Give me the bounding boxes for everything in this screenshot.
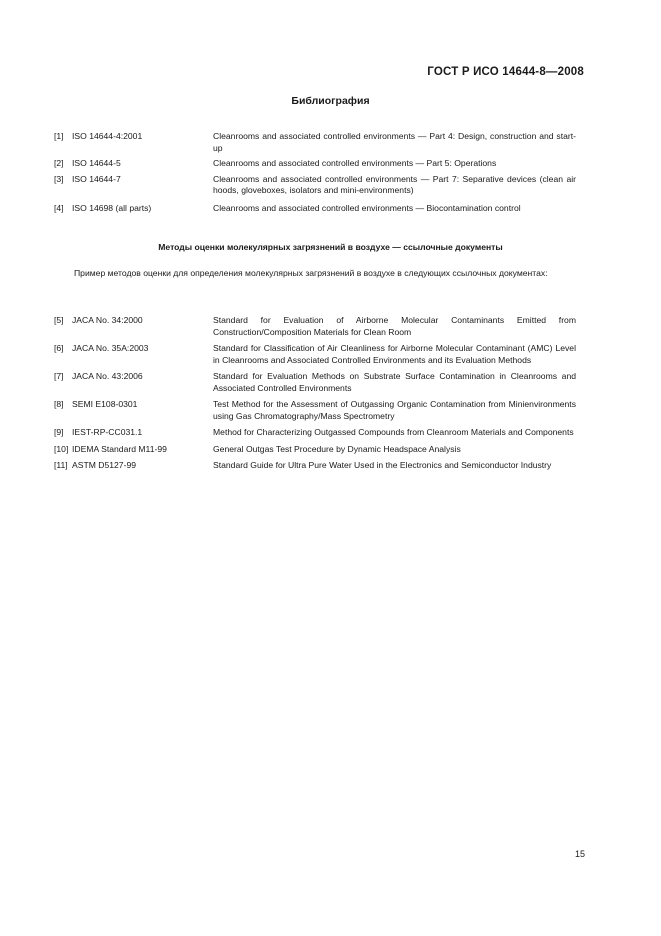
ref-code: ASTM D5127-99 <box>72 460 137 470</box>
list-item <box>54 427 576 439</box>
ref-code: IEST-RP-CC031.1 <box>72 427 143 437</box>
ref-number: [7] <box>54 371 64 381</box>
list-item <box>54 343 576 366</box>
ref-number: [8] <box>54 399 64 409</box>
ref-code: ISO 14644-7 <box>72 173 121 184</box>
list-item <box>54 203 576 215</box>
page-number: 15 <box>574 849 585 859</box>
ref-code: SEMI E108-0301 <box>72 399 138 409</box>
ref-number: [10] <box>54 443 69 454</box>
list-item <box>54 315 576 338</box>
ref-code: IDEMA Standard M11-99 <box>72 443 167 454</box>
list-item <box>54 371 576 394</box>
ref-number: [5] <box>54 315 64 325</box>
ref-code: JACA No. 34:2000 <box>72 315 143 325</box>
ref-number: [6] <box>54 343 64 353</box>
list-item <box>54 174 576 197</box>
ref-description: Cleanrooms and associated controlled environments — Biocontamination control <box>213 202 521 213</box>
ref-number: [3] <box>54 173 64 184</box>
ref-description: Standard Guide for Ultra Pure Water Used in the Electronics and Semiconductor Industry <box>213 460 552 470</box>
ref-code: JACA No. 35A:2003 <box>72 343 149 353</box>
section-title: Методы оценки молекулярных загрязнений в воздухе — ссылочные документы <box>158 242 503 252</box>
ref-number: [2] <box>54 158 64 168</box>
ref-code: ISO 14644-4:2001 <box>72 131 143 141</box>
ref-description: Standard for Evaluation of Airborne Molecular Contaminants Emitted from Construction/Composition Materials for Clean Room <box>213 315 576 337</box>
ref-description: Cleanrooms and associated controlled environments — Part 4: Design, construction and start-up <box>213 131 576 153</box>
ref-code: ISO 14698 (all parts) <box>72 202 152 213</box>
list-item <box>54 158 576 170</box>
list-item <box>54 399 576 422</box>
methods-list <box>54 315 576 472</box>
bibliography-list <box>54 131 576 214</box>
list-item <box>54 460 576 472</box>
list-item <box>54 131 576 154</box>
ref-code: JACA No. 43:2006 <box>72 371 143 381</box>
ref-description: General Outgas Test Procedure by Dynamic Headspace Analysis <box>213 443 461 454</box>
intro-paragraph: Пример методов оценки для определения молекулярных загрязнений в воздухе в следующих ссылочных документах: <box>74 268 548 278</box>
list-item <box>54 444 576 456</box>
ref-code: ISO 14644-5 <box>72 158 121 168</box>
ref-description: Method for Characterizing Outgassed Compounds from Cleanroom Materials and Components <box>213 427 574 437</box>
ref-number: [1] <box>54 131 64 141</box>
ref-number: [9] <box>54 427 64 437</box>
page-title: Библиография <box>291 95 370 107</box>
ref-description: Cleanrooms and associated controlled environments — Part 7: Separative devices (clean air hoods, gloveboxes, isolators and mini-environments) <box>213 173 576 195</box>
ref-description: Standard for Classification of Air Cleanliness for Airborne Molecular Contaminant (AMC) Level in Cleanrooms and Associated Controlled Environments and its Evaluation Methods <box>213 343 576 365</box>
ref-number: [11] <box>54 460 68 470</box>
document-header-id: ГОСТ Р ИСО 14644-8—2008 <box>427 66 584 78</box>
ref-description: Cleanrooms and associated controlled environments — Part 5: Operations <box>213 158 497 168</box>
ref-number: [4] <box>54 202 64 213</box>
ref-description: Standard for Evaluation Methods on Substrate Surface Contamination in Cleanrooms and Associated Controlled Environments <box>213 371 576 393</box>
ref-description: Test Method for the Assessment of Outgassing Organic Contamination from Minienvironments using Gas Chromatography/Mass Spectrometry <box>213 399 576 421</box>
